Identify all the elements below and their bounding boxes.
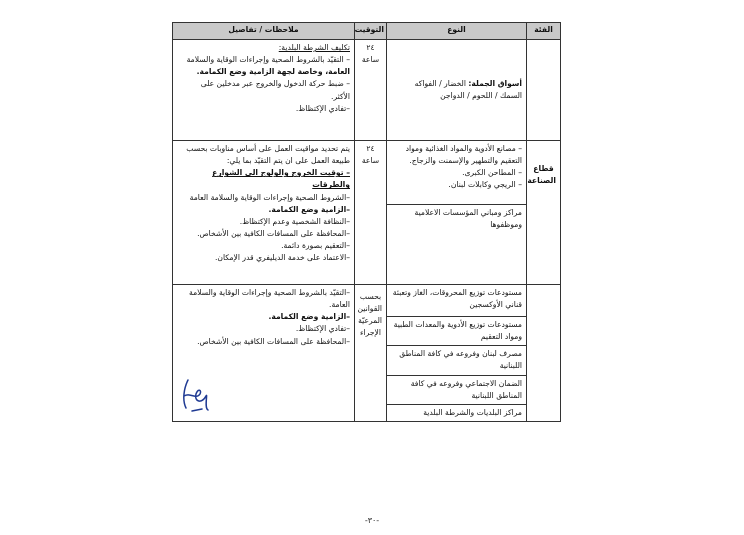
table-row [173, 285, 561, 317]
note-line: العامة. [329, 300, 350, 310]
notes-cell [173, 141, 355, 285]
type-cell-medicine: مستودعات توزيع الأدوية والمعدات الطبية ومواد التعقيم [387, 317, 527, 346]
note-line: –النظافة الشخصية وعدم الإكتظاظ. [239, 216, 350, 226]
note-line: –تفادي الإكتظاظ. [295, 103, 350, 113]
page-number: -٣٠- [364, 516, 380, 525]
note-line: –المحافظة على المسافات الكافية بين الأشخاص. [197, 228, 350, 238]
note-line: –المحافظة على المسافات الكافية بين الأشخاص. [197, 336, 350, 346]
type-cell-social-security: الضمان الاجتماعي وفروعه في كافة المناطق اللبنانية [387, 375, 527, 404]
note-line: –تفادي الإكتظاظ. [295, 324, 350, 334]
note-line: –الزامية وضع الكمامة. [268, 312, 350, 322]
timing-cell: ٢٤ ساعة [355, 141, 387, 285]
type-line: – المطاحن الكبرى. [462, 168, 522, 178]
note-line: –التعقيم بصورة دائمة. [281, 241, 350, 251]
timing-line: المرعيّة [358, 316, 382, 326]
note-line: – التقيّد بالشروط الصحية وإجراءات الوقاية والسلامة [186, 55, 350, 65]
notes-title: تكليف الشرطة البلدية: [278, 43, 350, 52]
note-line: –الشروط الصحية وإجراءات الوقاية والسلامة العامة [189, 192, 350, 202]
table-header-row [173, 23, 561, 40]
note-line: يتم تحديد مواقيت العمل على أساس مناوبات بحسب [186, 144, 350, 153]
type-cell-central-bank: مصرف لبنان وفروعه في كافة المناطق اللبنانية [387, 346, 527, 375]
header-category: الفئة [527, 23, 561, 40]
note-line: –التقيّد بالشروط الصحية وإجراءات الوقاية والسلامة [189, 288, 350, 297]
type-cell-media: مراكز ومباني المؤسسات الاعلامية وموظفوها [387, 205, 527, 285]
note-line: طبيعة العمل على ان يتم التقيّد بما يلي: [226, 156, 350, 166]
table-row [173, 40, 561, 141]
note-line: –الاعتماد على خدمة الديليفري قدر الإمكان. [214, 253, 350, 263]
timing-line: القوانين [357, 304, 382, 314]
type-cell-fuel: مستودعات توزيع المحروقات، الغاز وتعبئة قناني الأوكسجين [387, 285, 527, 317]
type-line: – الريجي وكابلات لبنان. [448, 180, 522, 190]
timing-line: بحسب [359, 292, 382, 301]
type-line2: السمك / اللحوم / الدواجن [440, 91, 522, 100]
regulations-table [172, 22, 561, 422]
type-line: التعقيم والتطهير والإسمنت والزجاج. [409, 156, 522, 166]
type-prefix: أسواق الجملة: [468, 78, 522, 88]
note-line: العامة، وخاصة لجهة الزامية وضع الكمامة. [196, 67, 350, 77]
notes-cell [173, 40, 355, 141]
header-notes: ملاحظات / تفاصيل [173, 23, 355, 40]
note-line: –الزامية وضع الكمامة. [268, 204, 350, 214]
type-cell-markets [387, 40, 527, 141]
type-line: – مصانع الأدوية والمواد الغذائية ومواد [405, 144, 522, 153]
header-type: النوع [387, 23, 527, 40]
category-cell-empty [527, 40, 561, 141]
note-line: الأكثر. [331, 91, 350, 101]
note-line: – ضبط حركة الدخول والخروج عبر مدخلين على [200, 79, 350, 89]
type-cell-industry [387, 141, 527, 205]
timing-line: الإجراء [359, 328, 381, 338]
type-text: الخضار / الفواكه [414, 78, 466, 88]
timing-cell [355, 285, 387, 422]
note-line: – توقيت الخروج والولوج الى الشوارع والطرقات [212, 168, 350, 190]
header-timing: التوقيت [355, 23, 387, 40]
category-cell-industry: قطاع الصناعة [527, 141, 561, 285]
table-row [173, 141, 561, 205]
type-cell-municipalities: مراكز البلديات والشرطة البلدية [387, 404, 527, 421]
signature-icon [178, 378, 218, 414]
timing-cell: ٢٤ ساعة [355, 40, 387, 141]
category-cell-empty [527, 285, 561, 422]
